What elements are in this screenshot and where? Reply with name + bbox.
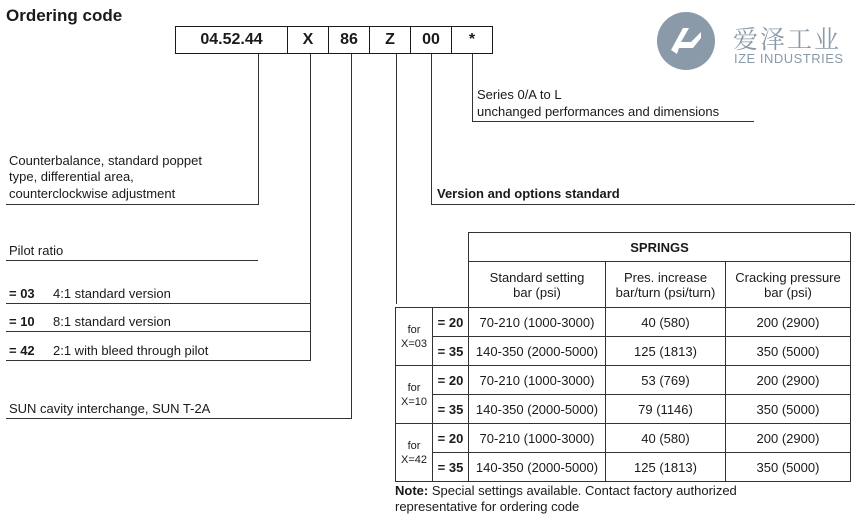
- note-line-1: Note: Special settings available. Contact factory authorized: [395, 483, 737, 498]
- table-row: = 35 140-350 (2000-5000) 125 (1813) 350 (5000): [396, 337, 851, 366]
- valve-text-2: type, differential area,: [9, 169, 134, 184]
- pilot-ratio-underline: [6, 260, 258, 261]
- option-03-underline: [6, 303, 310, 304]
- pilot-ratio-label: Pilot ratio: [9, 243, 64, 258]
- logo-chinese: 爱泽工业: [733, 26, 842, 54]
- col-cracking-pressure: Cracking pressure bar (psi): [726, 262, 851, 308]
- table-row: for X=10 = 20 70-210 (1000-3000) 53 (769) 200 (2900): [396, 366, 851, 395]
- valve-text-3: counterclockwise adjustment: [9, 186, 176, 201]
- table-row: = 35 140-350 (2000-5000) 79 (1146) 350 (5000): [396, 395, 851, 424]
- col-pressure-increase: Pres. increase bar/turn (psi/turn): [606, 262, 726, 308]
- code-box-z: Z: [369, 26, 411, 54]
- logo-icon: [655, 10, 717, 72]
- option-42-code: = 42: [9, 343, 35, 358]
- cavity-text: SUN cavity interchange, SUN T-2A: [9, 401, 211, 416]
- code-box-x: X: [287, 26, 329, 54]
- connector-cavity: [351, 54, 352, 419]
- code-box-star: *: [451, 26, 493, 54]
- springs-table: [395, 232, 851, 482]
- group-label: for X=10: [396, 366, 433, 424]
- springs-header: SPRINGS: [469, 233, 851, 262]
- option-10-text: 8:1 standard version: [53, 314, 171, 329]
- connector-pilot: [310, 54, 311, 361]
- connector-valve: [258, 54, 259, 205]
- option-03-text: 4:1 standard version: [53, 286, 171, 301]
- code-box-00: 00: [410, 26, 452, 54]
- page-title: Ordering code: [6, 6, 123, 25]
- underline-cavity: [6, 418, 351, 419]
- connector-series: [472, 54, 473, 122]
- note-line-2: representative for ordering code: [395, 499, 580, 514]
- valve-text-1: Counterbalance, standard poppet: [9, 153, 202, 168]
- version-title: Version and options standard: [437, 186, 620, 201]
- group-label: for X=03: [396, 308, 433, 366]
- connector-version: [431, 54, 432, 205]
- series-text-1: Series 0/A to L: [477, 87, 562, 102]
- underline-valve: [6, 204, 258, 205]
- underline-pilot: [6, 360, 310, 361]
- series-text-2: unchanged performances and dimensions: [477, 104, 720, 119]
- code-box-86: 86: [328, 26, 370, 54]
- table-row: for X=42 = 20 70-210 (1000-3000) 40 (580) 200 (2900): [396, 424, 851, 453]
- table-row: for X=03 = 20 70-210 (1000-3000) 40 (580) 200 (2900): [396, 308, 851, 337]
- option-10-underline: [6, 331, 310, 332]
- underline-series: [472, 121, 754, 122]
- option-42-text: 2:1 with bleed through pilot: [53, 343, 209, 358]
- table-row: = 35 140-350 (2000-5000) 125 (1813) 350 (5000): [396, 453, 851, 482]
- option-03-code: = 03: [9, 286, 35, 301]
- col-standard-setting: Standard setting bar (psi): [469, 262, 606, 308]
- logo-english: IZE INDUSTRIES: [734, 51, 844, 66]
- code-box-model: 04.52.44: [175, 26, 288, 54]
- group-label: for X=42: [396, 424, 433, 482]
- option-10-code: = 10: [9, 314, 35, 329]
- underline-version: [431, 204, 855, 205]
